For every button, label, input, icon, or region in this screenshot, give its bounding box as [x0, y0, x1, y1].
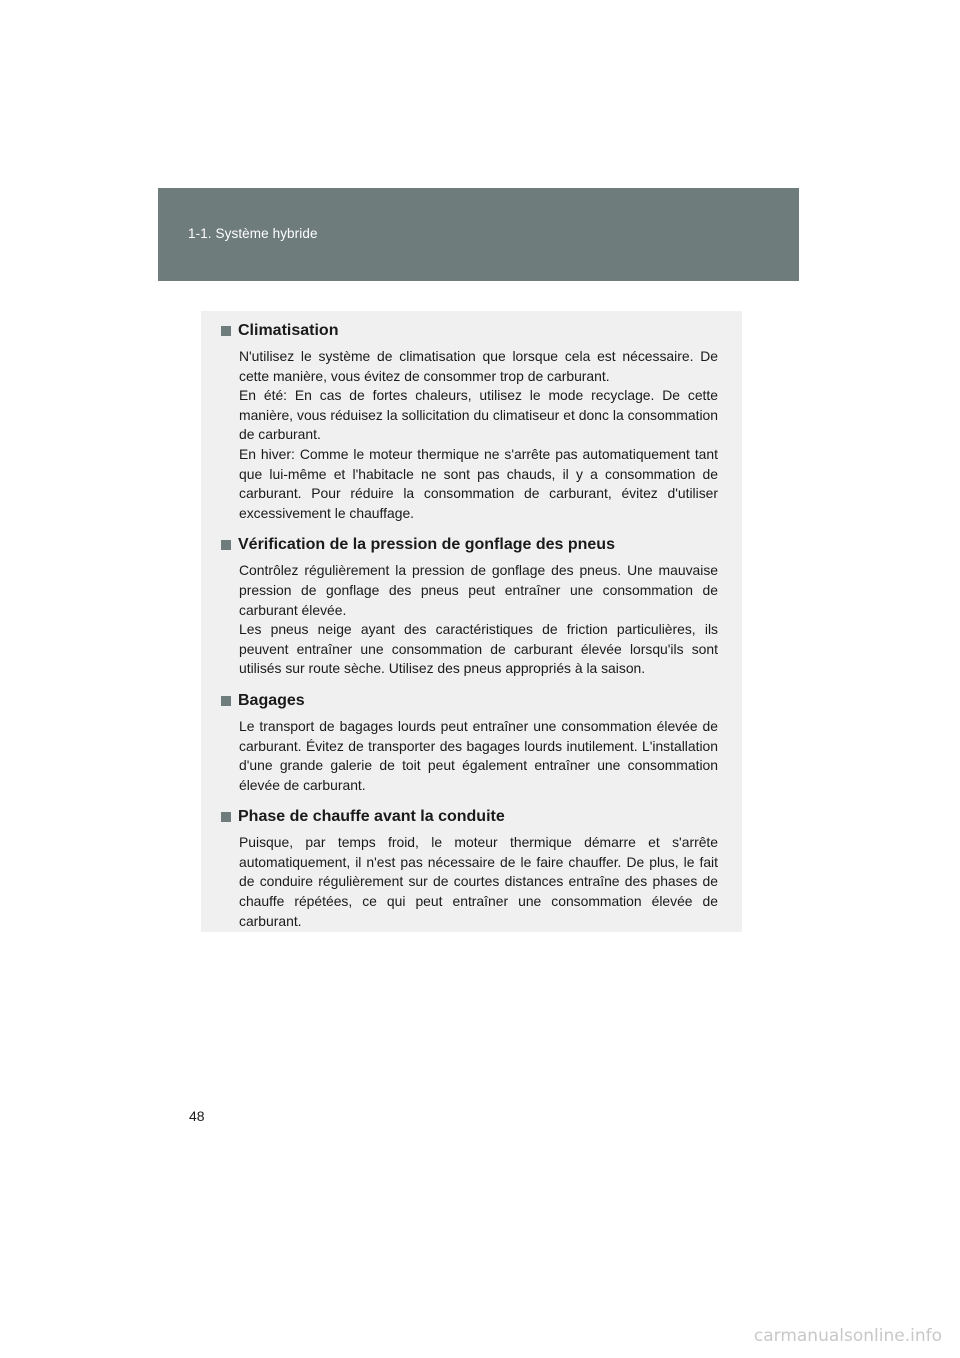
paragraph: N'utilisez le système de climatisation que lorsque cela est nécessaire. De cette manière, vous évitez de consommer trop de carburant.	[239, 348, 718, 384]
section-title	[221, 806, 718, 828]
paragraph: Puisque, par temps froid, le moteur thermique démarre et s'arrête automatiquement, il n'est pas nécessaire de le faire chauffer. De plus, le fait de conduire régulièrement sur de courtes distances entraîne des phases de chauffe répétées, ce qui peut entraîner une consommation élevée de carburant.	[239, 834, 718, 929]
section-title	[221, 534, 718, 556]
section-title	[221, 320, 718, 342]
square-bullet-icon	[221, 812, 231, 822]
paragraph: Le transport de bagages lourds peut entraîner une consommation élevée de carburant. Évitez de transporter des bagages lourds inutilement. L'installation d'une grande galerie de toit peut également entraîner une consommation élevée de carburant.	[239, 717, 718, 793]
paragraph: Contrôlez régulièrement la pression de gonflage des pneus. Une mauvaise pression de gonflage des pneus peut entraîner une consommation de carburant élevée.	[239, 562, 718, 618]
section-title-text: Vérification de la pression de gonflage des pneus	[238, 536, 615, 554]
paragraph: Les pneus neige ayant des caractéristiques de friction particulières, ils peuvent entraîner une consommation de carburant élevée lorsqu'ils sont utilisés sur route sèche. Utilisez des pneus appropriés à la saison.	[239, 621, 718, 677]
square-bullet-icon	[221, 696, 231, 706]
section-tire-pressure	[221, 534, 718, 679]
page-number: 48	[189, 1108, 205, 1124]
section-warm-up	[221, 806, 718, 931]
section-title	[221, 690, 718, 712]
section-climatisation	[221, 320, 718, 523]
info-box	[201, 311, 742, 932]
section-title-text: Climatisation	[238, 322, 339, 339]
section-title-text: Bagages	[238, 691, 305, 709]
section-luggage	[221, 690, 718, 795]
paragraph: En été: En cas de fortes chaleurs, utilisez le mode recyclage. De cette manière, vous réduisez la sollicitation du climatiseur et donc la consommation de carburant.	[239, 387, 718, 443]
square-bullet-icon	[221, 326, 231, 336]
section-title-text: Phase de chauffe avant la conduite	[238, 808, 505, 826]
chapter-header-band	[158, 188, 799, 281]
section-label: 1-1. Système hybride	[188, 226, 318, 241]
square-bullet-icon	[221, 540, 231, 550]
watermark: carmanualsonline.info	[753, 1326, 942, 1346]
paragraph: En hiver: Comme le moteur thermique ne s'arrête pas automatiquement tant que lui-même et l'habitacle ne sont pas chauds, il y a consommation de carburant. Pour réduire la consommation de carburant, évitez d'utiliser excessivement le chauffage.	[239, 445, 718, 521]
